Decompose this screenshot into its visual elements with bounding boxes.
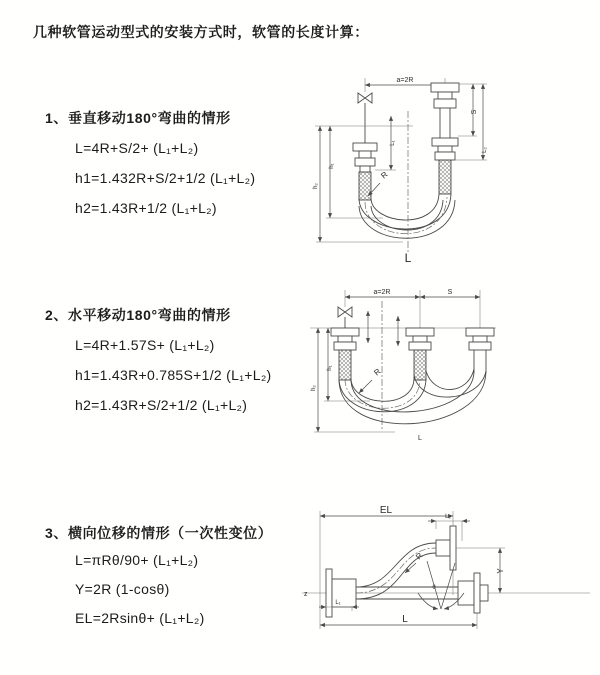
dim-label-l1: L₁ [390,140,396,146]
formula-1-l: L=4R+S/2+ (L₁+L₂) [75,140,199,156]
hose-braid-middle [414,350,426,380]
formula-3-l: L=πRθ/90+ (L₁+L₂) [75,552,199,568]
valve-icon [338,307,352,328]
dim-label-y: Y [496,568,505,574]
centerline-mark: z [304,591,308,598]
dim-label-l1: L₁ [335,600,341,606]
dim-label-h2: h₂ [313,183,319,189]
hose-u-bends [339,366,486,424]
radius-label-r: R [372,366,383,378]
hose-braid-right [439,160,451,194]
dim-label-l: L [402,614,408,625]
page-title: 几种软管运动型式的安装方式时，软管的长度计算： [33,24,369,40]
radius-label-r: R [379,169,390,181]
dim-label-l: L [418,435,422,442]
dim-label-l2: L₂ [445,514,451,520]
formula-3-el: EL=2Rsinθ+ (L₁+L₂) [75,610,205,626]
flange-left [326,569,356,617]
section-1-heading: 1、垂直移动180°弯曲的情形 [45,110,231,126]
hose-braid-left [339,350,351,380]
formula-3-y: Y=2R (1-cosθ) [75,581,170,597]
formula-2-l: L=4R+1.57S+ (L₁+L₂) [75,337,215,353]
flange-fitting-left [331,328,359,350]
formula-1-h1: h1=1.432R+S/2+1/2 (L₁+L₂) [75,170,256,186]
dim-label-l2: L₂ [482,147,488,153]
formula-2-h1: h1=1.43R+0.785S+1/2 (L₁+L₂) [75,367,272,383]
section-3-heading: 3、横向位移的情形（一次性变位） [45,525,273,541]
formula-1-h2: h2=1.43R+1/2 (L₁+L₂) [75,200,217,216]
valve-icon [358,93,372,143]
angle-theta-annotation [418,561,464,609]
hose-s-curve [356,526,456,599]
dim-label-el: EL [379,505,393,516]
formula-2-h2: h2=1.43R+S/2+1/2 (L₁+L₂) [75,397,248,413]
dim-label-h2: h₂ [311,385,317,391]
flange-fitting-middle [406,328,434,350]
flange-fitting-left [353,143,377,172]
dim-label-s: S [471,109,478,115]
dim-label-h1: h₁ [327,365,333,371]
hose-braid-left [359,172,371,200]
dim-label-a2r: a=2R [396,77,414,84]
dim-label-a2r: a=2R [373,289,391,296]
section-2-heading: 2、水平移动180°弯曲的情形 [45,307,231,323]
hose-u-bend [359,194,455,238]
dim-label-s: S [447,289,453,296]
diagram-lateral-displacement [300,503,600,663]
dim-label-l: L [404,251,412,265]
flange-fitting-right [466,328,494,350]
radius-label-r: R [414,551,425,562]
angle-label-theta: θ [432,585,436,591]
diagram-vertical-180-bend [313,66,600,268]
dim-label-h1: h₁ [329,163,335,169]
flange-fitting-right-bottom [432,138,458,160]
flange-fitting-right-top [431,83,459,108]
diagram-horizontal-180-bend [310,283,560,455]
